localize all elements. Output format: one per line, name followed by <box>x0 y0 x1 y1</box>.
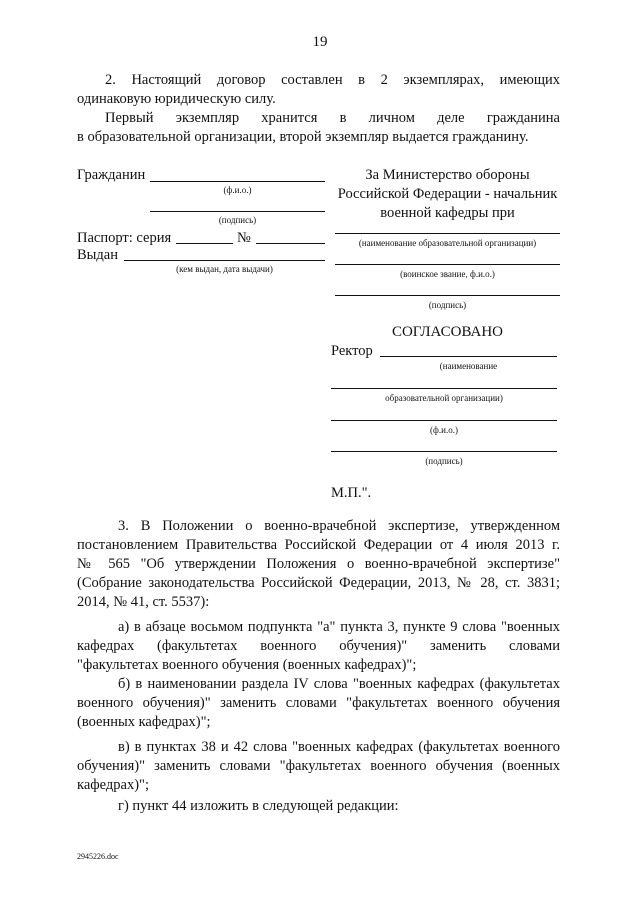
org-name-line <box>335 233 560 234</box>
rector-org-line <box>331 388 557 389</box>
ministry-line2: Российской Федерации - начальник <box>337 186 558 202</box>
item-a-line2: кафедрах (факультетах военного обучения)" заменить словами <box>77 638 560 654</box>
citizen-label: Гражданин <box>77 167 146 183</box>
page-number: 19 <box>312 34 328 50</box>
item-b-line3: (военных кафедрах)"; <box>77 714 211 730</box>
rector-name-line <box>380 356 557 357</box>
rector-org-caption: образовательной организации) <box>385 393 503 403</box>
passport-label: Паспорт: серия <box>77 230 172 246</box>
citizen-signature-line <box>150 211 325 212</box>
item-a-line1: а) в абзаце восьмом подпункта "а" пункта 3, пункте 9 слова "военных <box>118 619 560 635</box>
item-v-line3: кафедрах)"; <box>77 777 149 793</box>
rector-fio-caption: (ф.и.о.) <box>430 425 458 435</box>
clause2-line4: в образовательной организации, второй экземпляр выдается гражданину. <box>77 129 529 145</box>
item-g-line1: г) пункт 44 изложить в следующей редакции: <box>118 798 399 814</box>
fio-caption: (ф.и.о.) <box>223 185 252 195</box>
clause3-line5: 2014, № 41, ст. 5537): <box>77 594 210 610</box>
clause2-line2: одинаковую юридическую силу. <box>77 91 276 107</box>
clause2-line1: 2. Настоящий договор составлен в 2 экземплярах, имеющих <box>105 72 560 88</box>
rector-fio-line <box>331 420 557 421</box>
item-b-line1: б) в наименовании раздела IV слова "военных кафедрах (факультетах <box>118 676 560 692</box>
item-v-line2: обучения)" заменить словами "факультетах военного обучения (военных <box>77 758 560 774</box>
approval-heading: СОГЛАСОВАНО <box>391 324 504 340</box>
item-a-line3: "факультетах военного обучения (военных кафедрах)"; <box>77 657 417 673</box>
org-caption: (наименование образовательной организации) <box>358 238 537 248</box>
item-b-line2: военного обучения)" заменить словами "факультетах военного обучения <box>77 695 560 711</box>
ministry-line1: За Министерство обороны <box>365 167 530 183</box>
head-signature-line <box>335 295 560 296</box>
issued-label: Выдан <box>77 247 118 263</box>
clause3-line3: № 565 "Об утверждении Положения о военно-врачебной экспертизе" <box>77 556 560 572</box>
clause3-line4: (Собрание законодательства Российской Федерации, 2013, № 28, ст. 3831; <box>77 575 560 591</box>
footer-doc-code: 2945226.doc <box>77 852 119 861</box>
rank-caption: (воинское звание, ф.и.о.) <box>400 269 495 279</box>
rector-name-caption: (наименование <box>439 361 498 371</box>
item-v-line1: в) в пунктах 38 и 42 слова "военных кафедрах (факультетах военного <box>118 739 560 755</box>
passport-number-line <box>256 243 325 244</box>
issued-caption: (кем выдан, дата выдачи) <box>176 264 273 274</box>
signature-caption: (подпись) <box>218 215 257 225</box>
rank-line <box>335 264 560 265</box>
rector-label: Ректор <box>331 343 373 359</box>
passport-number-sign: № <box>237 230 251 246</box>
passport-series-line <box>176 243 233 244</box>
citizen-name-line <box>150 181 325 182</box>
clause2-line3: Первый экземпляр хранится в личном деле гражданина <box>105 110 560 126</box>
ministry-line3: военной кафедры при <box>380 205 515 221</box>
clause3-line2: постановлением Правительства Российской Федерации от 4 июля 2013 г. <box>77 537 560 553</box>
rector-signature-caption: (подпись) <box>425 456 463 466</box>
clause3-line1: 3. В Положении о военно-врачебной экспертизе, утвержденном <box>118 518 560 534</box>
head-signature-caption: (подпись) <box>428 300 467 310</box>
rector-signature-line <box>331 451 557 452</box>
issued-line <box>124 260 325 261</box>
seal-mark: М.П.". <box>331 485 372 501</box>
